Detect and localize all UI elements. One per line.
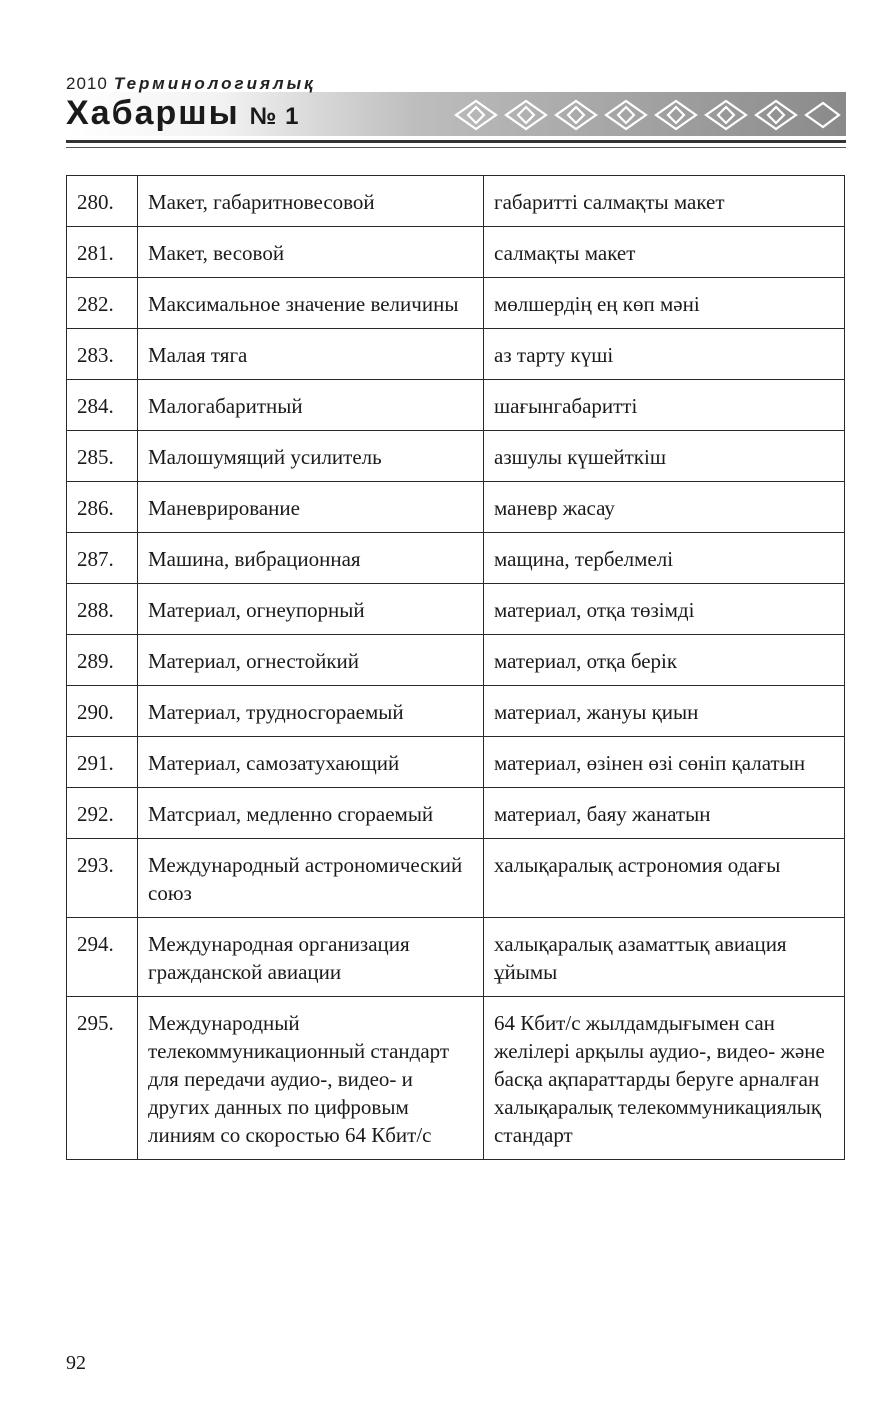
kazakh-term: азшулы күшейткіш (484, 431, 845, 482)
russian-term: Международный астрономический союз (138, 839, 484, 918)
row-number: 284. (67, 380, 138, 431)
kazakh-term: халықаралық азаматтық авиация ұйымы (484, 918, 845, 997)
kazakh-term: шағынгабаритті (484, 380, 845, 431)
kazakh-term: габаритті салмақты макет (484, 176, 845, 227)
russian-term: Материал, самозатухающий (138, 737, 484, 788)
page-header (66, 70, 846, 160)
table-row (67, 635, 845, 686)
row-number: 288. (67, 584, 138, 635)
russian-term: Международный телекоммуникационный стандарт для передачи аудио-, видео- и других данных по цифровым линиям со скоростью 64 Кбит/с (138, 997, 484, 1160)
russian-term: Матсриал, медленно сгораемый (138, 788, 484, 839)
row-number: 291. (67, 737, 138, 788)
kazakh-term: материал, өзінен өзі сөніп қалатын (484, 737, 845, 788)
row-number: 290. (67, 686, 138, 737)
row-number: 293. (67, 839, 138, 918)
kazakh-term: материал, жануы қиын (484, 686, 845, 737)
russian-term: Макет, габаритновесовой (138, 176, 484, 227)
kazakh-term: материал, отқа берік (484, 635, 845, 686)
kazakh-term: маневр жасау (484, 482, 845, 533)
kazakh-term: материал, отқа төзімді (484, 584, 845, 635)
row-number: 292. (67, 788, 138, 839)
table-row (67, 482, 845, 533)
table-row (67, 329, 845, 380)
table-row (67, 686, 845, 737)
russian-term: Материал, огнестойкий (138, 635, 484, 686)
table-row (67, 788, 845, 839)
russian-term: Маневрирование (138, 482, 484, 533)
russian-term: Материал, огнеупорный (138, 584, 484, 635)
russian-term: Максимальное значение величины (138, 278, 484, 329)
table-row (67, 278, 845, 329)
row-number: 285. (67, 431, 138, 482)
kazakh-term: халықаралық астрономия одағы (484, 839, 845, 918)
table-row (67, 584, 845, 635)
table-row (67, 431, 845, 482)
terms-table-body (67, 176, 845, 1160)
table-row (67, 176, 845, 227)
terms-table (66, 175, 845, 1160)
header-magazine: Терминологиялық (113, 74, 316, 93)
table-row (67, 380, 845, 431)
kazakh-term: аз тарту күші (484, 329, 845, 380)
header-rule (66, 140, 846, 143)
row-number: 283. (67, 329, 138, 380)
header-title-line (66, 94, 299, 133)
table-row (67, 227, 845, 278)
table-row (67, 997, 845, 1160)
russian-term: Малогабаритный (138, 380, 484, 431)
russian-term: Макет, весовой (138, 227, 484, 278)
row-number: 282. (67, 278, 138, 329)
page-number: 92 (66, 1352, 86, 1374)
table-row (67, 839, 845, 918)
row-number: 280. (67, 176, 138, 227)
russian-term: Машина, вибрационная (138, 533, 484, 584)
row-number: 295. (67, 997, 138, 1160)
header-rule-thin (66, 147, 846, 148)
row-number: 289. (67, 635, 138, 686)
kazakh-term: мащина, тербелмелі (484, 533, 845, 584)
kazakh-term: мөлшердің ең көп мәні (484, 278, 845, 329)
row-number: 287. (67, 533, 138, 584)
kazakh-term: 64 Кбит/с жылдамдығымен сан желілері арқылы аудио-, видео- және басқа ақпараттарды беруге арналған халықаралық телекоммуникациялық стандарт (484, 997, 845, 1160)
kazakh-term: материал, баяу жанатын (484, 788, 845, 839)
russian-term: Международная организация гражданской авиации (138, 918, 484, 997)
header-issue: № 1 (249, 103, 300, 130)
header-line (66, 74, 316, 94)
russian-term: Малая тяга (138, 329, 484, 380)
row-number: 294. (67, 918, 138, 997)
header-year: 2010 (66, 74, 108, 93)
row-number: 286. (67, 482, 138, 533)
table-row (67, 918, 845, 997)
header-title: Хабаршы (66, 94, 240, 132)
table-row (67, 737, 845, 788)
russian-term: Материал, трудносгораемый (138, 686, 484, 737)
row-number: 281. (67, 227, 138, 278)
header-ornament-icon (451, 97, 841, 133)
kazakh-term: салмақты макет (484, 227, 845, 278)
russian-term: Малошумящий усилитель (138, 431, 484, 482)
table-row (67, 533, 845, 584)
